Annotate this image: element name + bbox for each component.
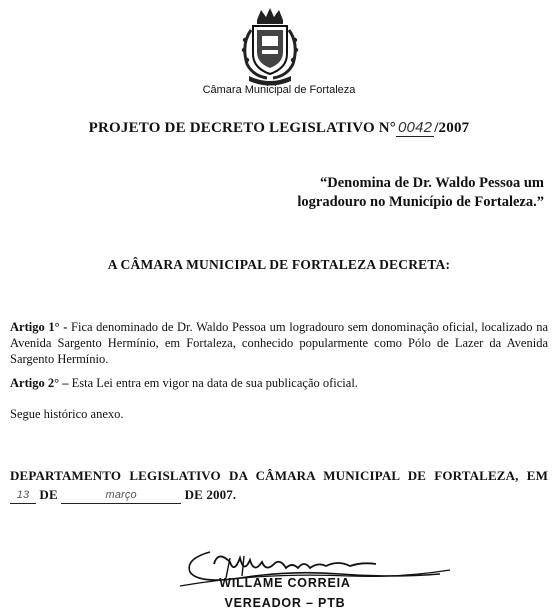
article-label: Artigo 2° – bbox=[10, 376, 69, 390]
date-de: DE bbox=[39, 487, 58, 502]
ementa-line: logradouro no Município de Fortaleza.” bbox=[297, 194, 544, 210]
document-title bbox=[0, 119, 558, 137]
signer-role: VEREADOR – PTB bbox=[224, 596, 346, 610]
article-1 bbox=[10, 319, 548, 367]
title-suffix: /2007 bbox=[434, 120, 470, 136]
department-line bbox=[10, 466, 548, 504]
chamber-name: Câmara Municipal de Fortaleza bbox=[202, 84, 356, 96]
ementa-line: “Denomina de Dr. Waldo Pessoa um bbox=[320, 175, 544, 191]
handwritten-day: 13 bbox=[10, 488, 36, 504]
department-line-1: DEPARTAMENTO LEGISLATIVO DA CÂMARA MUNICIPAL DE FORTALEZA, EM bbox=[10, 468, 548, 483]
signer-name: WILLAME CORREIA bbox=[219, 576, 351, 590]
signature-icon bbox=[170, 534, 460, 604]
date-year: DE 2007. bbox=[184, 487, 237, 502]
history-note: Segue histórico anexo. bbox=[10, 407, 124, 421]
department-line-2 bbox=[10, 485, 548, 504]
article-text: Fica denominado de Dr. Waldo Pessoa um logradouro sem donominação oficial, localizado na Avenida Sargento Hermínio, em Fortaleza, conhecido popularmente como Pólo de Lazer da Avenida Sargento Hermínio. bbox=[10, 320, 548, 366]
article-2 bbox=[10, 375, 548, 391]
decree-heading: A CÂMARA MUNICIPAL DE FORTALEZA DECRETA: bbox=[107, 257, 451, 272]
ementa bbox=[284, 174, 544, 212]
title-prefix: PROJETO DE DECRETO LEGISLATIVO N° bbox=[88, 120, 397, 136]
coat-of-arms-icon bbox=[235, 6, 305, 86]
handwritten-month: março bbox=[61, 488, 181, 504]
handwritten-decree-number: 0042 bbox=[398, 119, 433, 136]
article-label: Artigo 1° - bbox=[10, 320, 68, 334]
article-text: Esta Lei entra em vigor na data de sua publicação oficial. bbox=[71, 376, 358, 390]
